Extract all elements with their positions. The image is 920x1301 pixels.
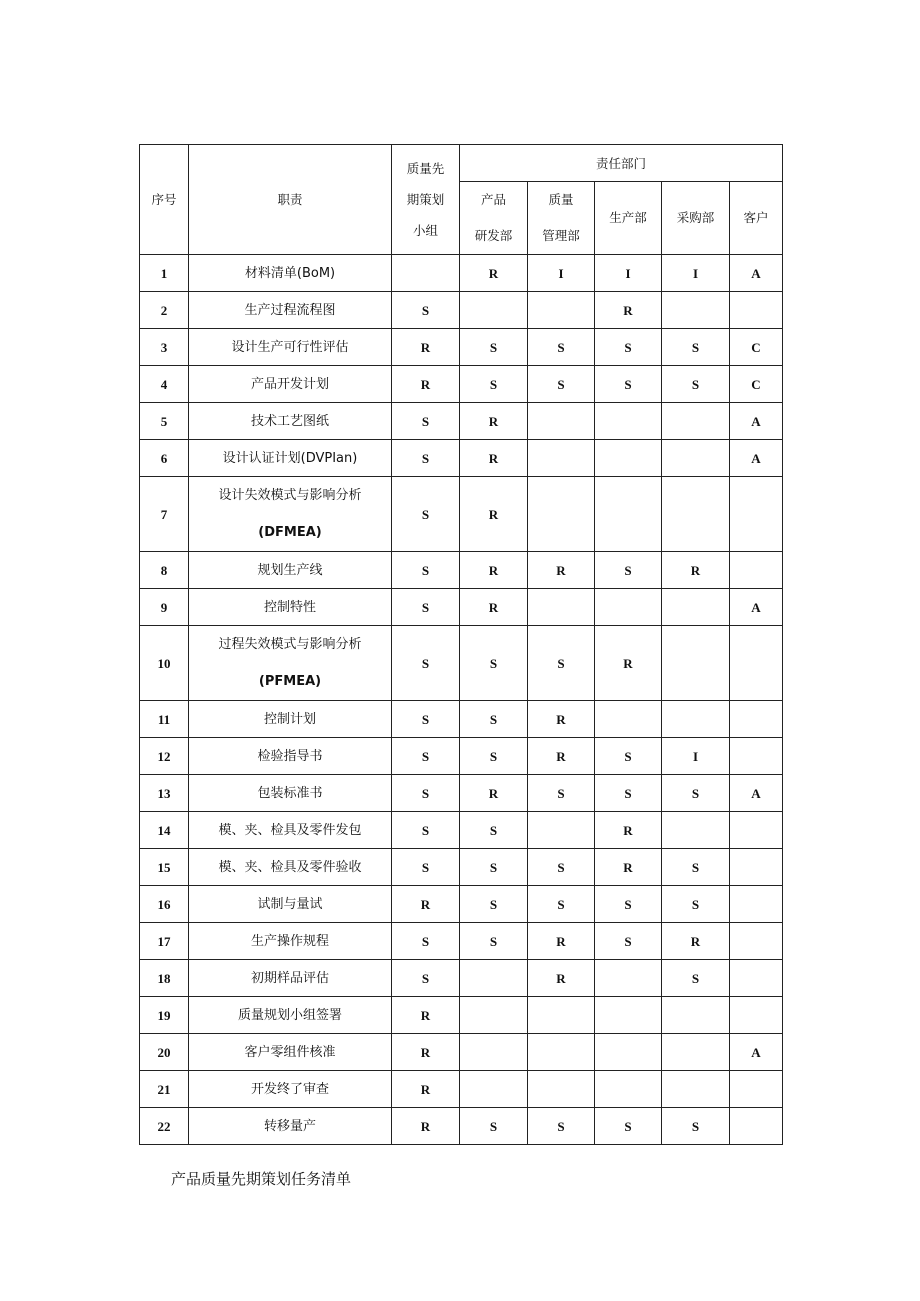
responsibility-code: S bbox=[392, 812, 460, 849]
responsibility-code: I bbox=[662, 738, 730, 775]
row-number: 21 bbox=[140, 1071, 189, 1108]
responsibility-code bbox=[730, 960, 783, 997]
table-row bbox=[140, 440, 783, 477]
header-dept-line: 质量 bbox=[548, 192, 574, 207]
row-number: 6 bbox=[140, 440, 189, 477]
header-seq: 序号 bbox=[140, 145, 189, 255]
responsibility-code bbox=[392, 255, 460, 292]
row-number: 13 bbox=[140, 775, 189, 812]
responsibility-code bbox=[528, 403, 595, 440]
row-duty bbox=[189, 292, 392, 329]
responsibility-code bbox=[730, 701, 783, 738]
responsibility-code: S bbox=[595, 1108, 662, 1145]
responsibility-code bbox=[528, 1034, 595, 1071]
header-dept-line: 客户 bbox=[743, 210, 769, 225]
responsibility-code bbox=[595, 403, 662, 440]
row-number: 1 bbox=[140, 255, 189, 292]
responsibility-code: S bbox=[392, 849, 460, 886]
responsibility-code bbox=[730, 812, 783, 849]
responsibility-code: I bbox=[528, 255, 595, 292]
responsibility-code bbox=[730, 292, 783, 329]
responsibility-code: S bbox=[595, 738, 662, 775]
responsibility-code bbox=[460, 292, 528, 329]
row-duty-line: 试制与量试 bbox=[257, 896, 323, 912]
responsibility-code: C bbox=[730, 366, 783, 403]
responsibility-code: S bbox=[392, 923, 460, 960]
row-number: 7 bbox=[140, 477, 189, 552]
table-caption: 产品质量先期策划任务清单 bbox=[171, 1170, 352, 1188]
row-duty bbox=[189, 477, 392, 552]
responsibility-code: S bbox=[392, 589, 460, 626]
table-header bbox=[140, 145, 783, 255]
row-number: 17 bbox=[140, 923, 189, 960]
row-number: 8 bbox=[140, 552, 189, 589]
responsibility-code bbox=[460, 1034, 528, 1071]
table-row bbox=[140, 1034, 783, 1071]
table-row bbox=[140, 886, 783, 923]
row-number: 3 bbox=[140, 329, 189, 366]
header-dept-line: 产品 bbox=[480, 192, 506, 207]
row-duty-line: 控制计划 bbox=[263, 711, 316, 727]
row-duty bbox=[189, 366, 392, 403]
table-row bbox=[140, 997, 783, 1034]
row-duty bbox=[189, 626, 392, 701]
responsibility-code: A bbox=[730, 403, 783, 440]
table-row bbox=[140, 738, 783, 775]
table-row bbox=[140, 626, 783, 701]
row-number: 4 bbox=[140, 366, 189, 403]
responsibility-code: S bbox=[460, 849, 528, 886]
responsibility-code bbox=[595, 960, 662, 997]
table-row bbox=[140, 329, 783, 366]
responsibility-code: A bbox=[730, 1034, 783, 1071]
responsibility-code: R bbox=[595, 849, 662, 886]
row-number: 19 bbox=[140, 997, 189, 1034]
header-dept bbox=[662, 182, 730, 255]
row-duty-line: 转移量产 bbox=[263, 1118, 316, 1134]
responsibility-code: R bbox=[460, 477, 528, 552]
row-duty-line: 模、夹、检具及零件发包 bbox=[218, 822, 362, 838]
header-dept-line: 采购部 bbox=[676, 210, 715, 225]
responsibility-code: S bbox=[528, 1108, 595, 1145]
responsibility-code: S bbox=[662, 329, 730, 366]
responsibility-code bbox=[662, 589, 730, 626]
row-duty bbox=[189, 255, 392, 292]
table-row bbox=[140, 849, 783, 886]
row-duty-line: 设计认证计划(DVPIan) bbox=[222, 450, 358, 466]
row-number: 18 bbox=[140, 960, 189, 997]
responsibility-code: S bbox=[392, 775, 460, 812]
row-duty bbox=[189, 329, 392, 366]
responsibility-code bbox=[662, 626, 730, 701]
responsibility-code: S bbox=[595, 775, 662, 812]
responsibility-code: R bbox=[528, 738, 595, 775]
responsibility-code: S bbox=[460, 626, 528, 701]
row-duty bbox=[189, 886, 392, 923]
responsibility-code: R bbox=[528, 552, 595, 589]
header-duty: 职责 bbox=[189, 145, 392, 255]
row-duty-line: 生产过程流程图 bbox=[244, 302, 336, 318]
responsibility-code: S bbox=[392, 477, 460, 552]
responsibility-code: A bbox=[730, 589, 783, 626]
row-duty bbox=[189, 997, 392, 1034]
responsibility-code bbox=[662, 812, 730, 849]
responsibility-code: S bbox=[392, 701, 460, 738]
responsibility-code: R bbox=[460, 403, 528, 440]
responsibility-code bbox=[528, 477, 595, 552]
row-duty-line: 设计失效模式与影响分析 bbox=[218, 488, 362, 503]
responsibility-code bbox=[662, 1034, 730, 1071]
row-number: 20 bbox=[140, 1034, 189, 1071]
row-duty-line: 过程失效模式与影响分析 bbox=[218, 637, 362, 652]
responsibility-code: R bbox=[528, 960, 595, 997]
header-planning-group bbox=[392, 145, 460, 255]
responsibility-code: S bbox=[392, 403, 460, 440]
responsibility-code: S bbox=[528, 849, 595, 886]
row-duty bbox=[189, 552, 392, 589]
responsibility-code: S bbox=[662, 960, 730, 997]
responsibility-code: S bbox=[392, 440, 460, 477]
row-duty bbox=[189, 775, 392, 812]
row-number: 14 bbox=[140, 812, 189, 849]
responsibility-code bbox=[730, 849, 783, 886]
responsibility-code: R bbox=[392, 1071, 460, 1108]
row-duty-line: 初期样品评估 bbox=[250, 970, 329, 986]
responsibility-code: S bbox=[460, 329, 528, 366]
row-duty-line: 质量规划小组签署 bbox=[237, 1007, 342, 1023]
responsibility-code: R bbox=[595, 292, 662, 329]
responsibility-code: R bbox=[528, 701, 595, 738]
header-dept-line: 研发部 bbox=[474, 228, 513, 243]
responsibility-code: R bbox=[460, 552, 528, 589]
header-dept-line: 管理部 bbox=[542, 228, 580, 243]
responsibility-code: S bbox=[662, 886, 730, 923]
responsibility-code bbox=[595, 477, 662, 552]
responsibility-code: R bbox=[392, 1108, 460, 1145]
row-duty bbox=[189, 960, 392, 997]
responsibility-code: S bbox=[595, 366, 662, 403]
responsibility-code: S bbox=[528, 329, 595, 366]
responsibility-code: S bbox=[528, 886, 595, 923]
responsibility-code bbox=[528, 1071, 595, 1108]
responsibility-code: R bbox=[460, 440, 528, 477]
responsibility-code bbox=[730, 997, 783, 1034]
responsibility-code: A bbox=[730, 775, 783, 812]
row-duty-line: 包装标准书 bbox=[257, 785, 323, 801]
responsibility-code bbox=[662, 477, 730, 552]
responsibility-code bbox=[662, 701, 730, 738]
responsibility-code bbox=[595, 589, 662, 626]
responsibility-code bbox=[730, 1108, 783, 1145]
table-row bbox=[140, 1071, 783, 1108]
row-duty bbox=[189, 440, 392, 477]
responsibility-code bbox=[595, 701, 662, 738]
responsibility-code: R bbox=[392, 997, 460, 1034]
row-number: 22 bbox=[140, 1108, 189, 1145]
row-duty-line: 客户零组件核准 bbox=[244, 1044, 336, 1060]
responsibility-code bbox=[595, 440, 662, 477]
responsibility-table bbox=[139, 144, 783, 1145]
responsibility-code bbox=[730, 738, 783, 775]
responsibility-code: R bbox=[528, 923, 595, 960]
header-dept bbox=[460, 182, 528, 255]
row-number: 10 bbox=[140, 626, 189, 701]
responsibility-code bbox=[730, 552, 783, 589]
responsibility-code: S bbox=[392, 738, 460, 775]
table-row bbox=[140, 775, 783, 812]
responsibility-code: R bbox=[662, 923, 730, 960]
responsibility-code: S bbox=[528, 626, 595, 701]
row-duty-line: 生产操作规程 bbox=[250, 933, 329, 949]
responsibility-code bbox=[528, 997, 595, 1034]
responsibility-code: A bbox=[730, 440, 783, 477]
responsibility-code: R bbox=[460, 255, 528, 292]
row-duty bbox=[189, 1108, 392, 1145]
responsibility-code: S bbox=[392, 960, 460, 997]
table-row bbox=[140, 589, 783, 626]
responsibility-code: S bbox=[460, 812, 528, 849]
header-responsible-depts: 责任部门 bbox=[460, 145, 783, 182]
row-number: 15 bbox=[140, 849, 189, 886]
responsibility-code bbox=[528, 440, 595, 477]
table-row bbox=[140, 477, 783, 552]
responsibility-code: S bbox=[460, 923, 528, 960]
responsibility-code: R bbox=[460, 775, 528, 812]
row-number: 16 bbox=[140, 886, 189, 923]
responsibility-code bbox=[460, 1071, 528, 1108]
table-row bbox=[140, 552, 783, 589]
row-duty bbox=[189, 589, 392, 626]
responsibility-code: S bbox=[460, 701, 528, 738]
table-row bbox=[140, 701, 783, 738]
table-row bbox=[140, 403, 783, 440]
row-duty-line: 模、夹、检具及零件验收 bbox=[218, 859, 362, 875]
responsibility-code bbox=[730, 923, 783, 960]
responsibility-code: C bbox=[730, 329, 783, 366]
row-number: 9 bbox=[140, 589, 189, 626]
responsibility-code bbox=[595, 1034, 662, 1071]
responsibility-code: S bbox=[392, 552, 460, 589]
responsibility-code bbox=[460, 997, 528, 1034]
row-duty-line: 控制特性 bbox=[263, 599, 316, 615]
responsibility-code: R bbox=[392, 366, 460, 403]
responsibility-code: R bbox=[392, 1034, 460, 1071]
table-row bbox=[140, 292, 783, 329]
responsibility-code: S bbox=[392, 292, 460, 329]
responsibility-code bbox=[662, 403, 730, 440]
responsibility-code: I bbox=[595, 255, 662, 292]
responsibility-code: S bbox=[662, 775, 730, 812]
table-row bbox=[140, 255, 783, 292]
header-dept-line: 生产部 bbox=[609, 210, 647, 225]
responsibility-code bbox=[528, 292, 595, 329]
responsibility-code: S bbox=[528, 775, 595, 812]
row-duty-line: (DFMEA) bbox=[258, 525, 322, 540]
row-duty bbox=[189, 738, 392, 775]
row-number: 2 bbox=[140, 292, 189, 329]
row-duty-line: 产品开发计划 bbox=[250, 376, 329, 392]
table-body bbox=[140, 255, 783, 1145]
responsibility-code bbox=[662, 292, 730, 329]
responsibility-code: A bbox=[730, 255, 783, 292]
row-number: 5 bbox=[140, 403, 189, 440]
table-row bbox=[140, 366, 783, 403]
responsibility-code bbox=[730, 886, 783, 923]
row-duty bbox=[189, 701, 392, 738]
row-number: 12 bbox=[140, 738, 189, 775]
row-duty-line: 材料清单(BoM) bbox=[244, 265, 336, 281]
responsibility-code: R bbox=[595, 626, 662, 701]
responsibility-code: R bbox=[595, 812, 662, 849]
header-planning-group-line: 质量先 bbox=[406, 161, 445, 176]
header-dept bbox=[528, 182, 595, 255]
responsibility-code: I bbox=[662, 255, 730, 292]
row-duty-line: 开发终了审查 bbox=[250, 1081, 329, 1097]
responsibility-code: R bbox=[460, 589, 528, 626]
responsibility-code bbox=[662, 1071, 730, 1108]
responsibility-code bbox=[528, 812, 595, 849]
row-duty-line: (PFMEA) bbox=[258, 674, 322, 689]
table-row bbox=[140, 1108, 783, 1145]
responsibility-code bbox=[528, 589, 595, 626]
responsibility-code: S bbox=[662, 366, 730, 403]
row-duty-line: 规划生产线 bbox=[257, 562, 323, 578]
row-duty-line: 技术工艺图纸 bbox=[250, 413, 329, 429]
responsibility-code bbox=[662, 997, 730, 1034]
responsibility-code bbox=[460, 960, 528, 997]
responsibility-code bbox=[730, 626, 783, 701]
responsibility-code bbox=[595, 1071, 662, 1108]
responsibility-code bbox=[595, 997, 662, 1034]
row-number: 11 bbox=[140, 701, 189, 738]
responsibility-code: S bbox=[460, 366, 528, 403]
responsibility-code: S bbox=[528, 366, 595, 403]
row-duty bbox=[189, 812, 392, 849]
responsibility-code: S bbox=[662, 1108, 730, 1145]
header-planning-group-line: 期策划 bbox=[406, 192, 445, 207]
row-duty bbox=[189, 849, 392, 886]
responsibility-code bbox=[730, 477, 783, 552]
row-duty bbox=[189, 1071, 392, 1108]
row-duty bbox=[189, 923, 392, 960]
responsibility-code: R bbox=[392, 886, 460, 923]
responsibility-code: S bbox=[460, 886, 528, 923]
responsibility-code: R bbox=[662, 552, 730, 589]
responsibility-code: S bbox=[595, 923, 662, 960]
responsibility-code bbox=[662, 440, 730, 477]
row-duty bbox=[189, 1034, 392, 1071]
header-dept bbox=[595, 182, 662, 255]
row-duty-line: 检验指导书 bbox=[257, 748, 323, 764]
header-planning-group-line: 小组 bbox=[412, 223, 438, 238]
responsibility-code: S bbox=[595, 329, 662, 366]
row-duty bbox=[189, 403, 392, 440]
table-row bbox=[140, 923, 783, 960]
row-duty-line: 设计生产可行性评估 bbox=[231, 339, 349, 355]
responsibility-code: R bbox=[392, 329, 460, 366]
table-row bbox=[140, 812, 783, 849]
responsibility-code bbox=[730, 1071, 783, 1108]
table-row bbox=[140, 960, 783, 997]
header-dept bbox=[730, 182, 783, 255]
responsibility-code: S bbox=[392, 626, 460, 701]
responsibility-code: S bbox=[460, 1108, 528, 1145]
responsibility-code: S bbox=[662, 849, 730, 886]
responsibility-code: S bbox=[460, 738, 528, 775]
responsibility-code: S bbox=[595, 886, 662, 923]
responsibility-code: S bbox=[595, 552, 662, 589]
